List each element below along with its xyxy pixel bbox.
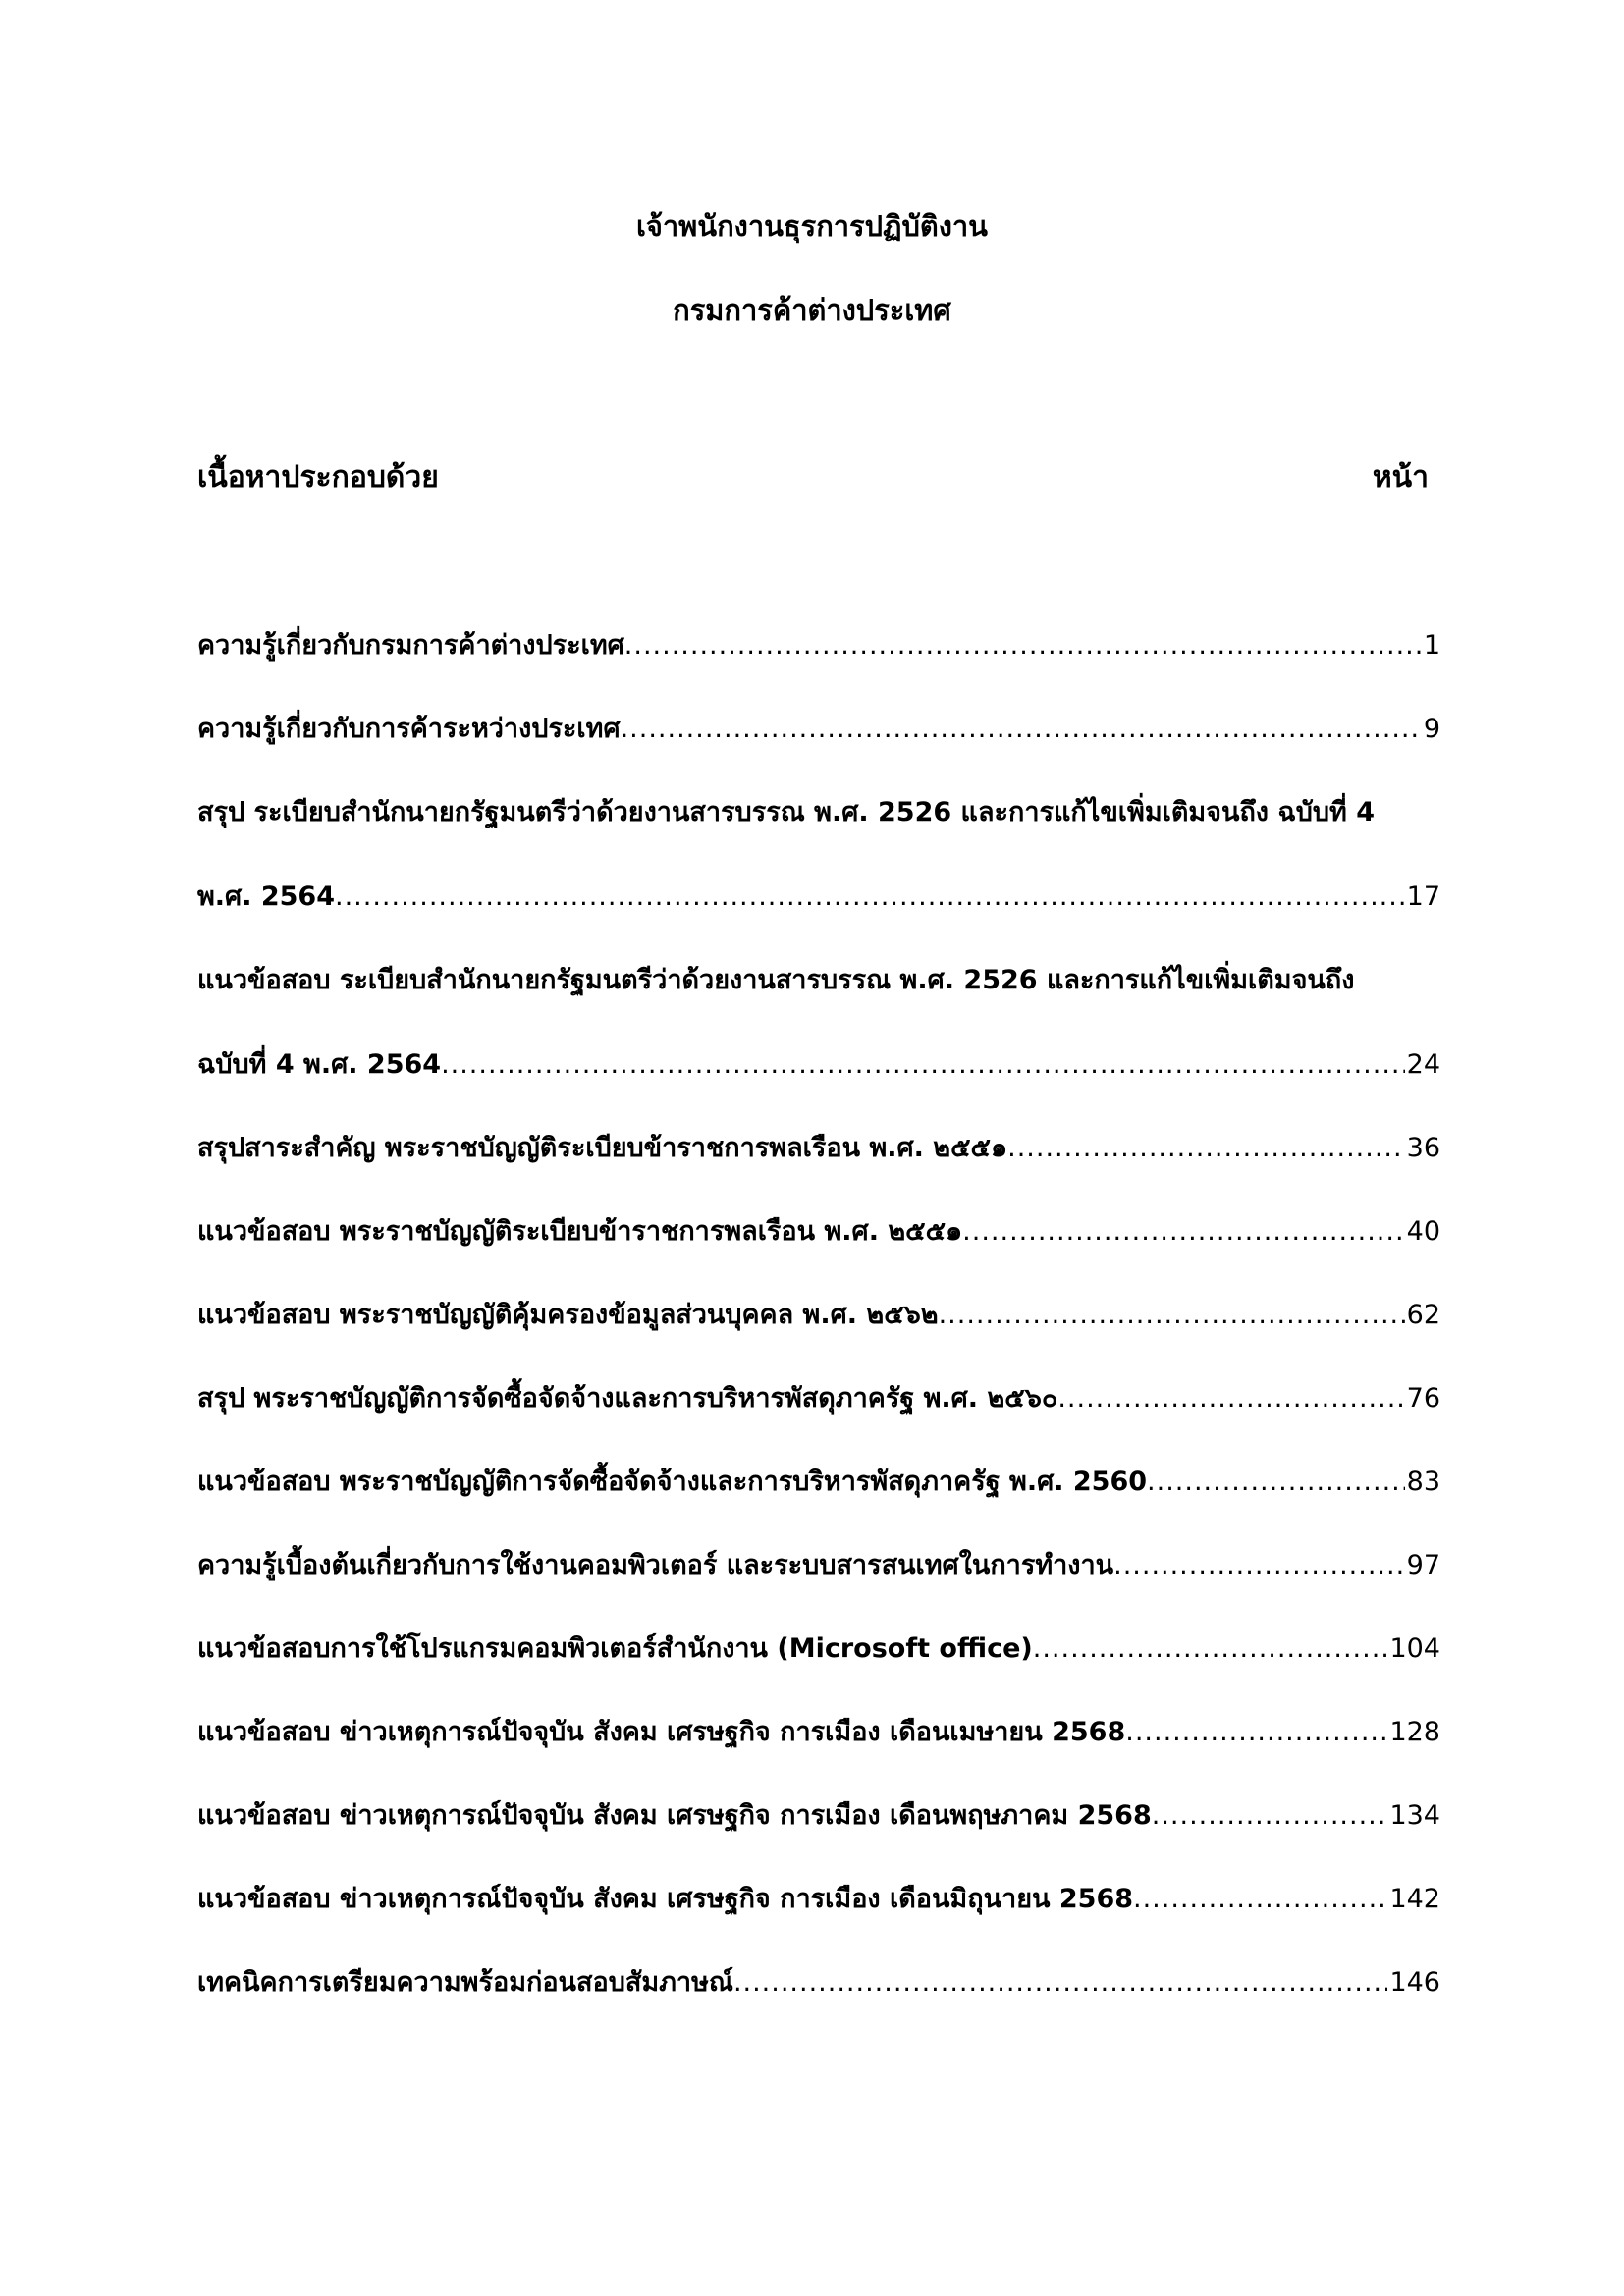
dot-leader — [1125, 1711, 1387, 1754]
toc-entry — [197, 791, 1440, 919]
toc-entry — [197, 1628, 1440, 1671]
toc-entry-label: ความรู้เบื้องต้นเกี่ยวกับการใช้งานคอมพิวเตอร์ และระบบสารสนเทศในการทำงาน — [197, 1550, 1114, 1580]
toc-entry-label-line1: สรุป ระเบียบสำนักนายกรัฐมนตรีว่าด้วยงานสารบรรณ พ.ศ. 2526 และการแก้ไขเพิ่มเติมจนถึง ฉบับที่ 4 — [197, 797, 1376, 828]
toc-entry — [197, 1210, 1440, 1254]
toc-entry-label: สรุป พระราชบัญญัติการจัดซื้อจัดจ้างและการบริหารพัสดุภาครัฐ พ.ศ. ๒๕๖๐ — [197, 1383, 1058, 1414]
dot-leader — [733, 1961, 1388, 2004]
toc-entry — [197, 1544, 1440, 1587]
toc-entry — [197, 959, 1440, 1087]
toc-entry-label-line2: พ.ศ. 2564 — [197, 881, 335, 912]
toc-entry-page: 62 — [1406, 1300, 1440, 1330]
toc-entry-page: 134 — [1389, 1800, 1440, 1831]
toc-entry-label: แนวข้อสอบ ข่าวเหตุการณ์ปัจจุบัน สังคม เศรษฐกิจ การเมือง เดือนมิถุนายน 2568 — [197, 1884, 1134, 1914]
toc-entry-page: 97 — [1406, 1550, 1440, 1580]
dot-leader — [939, 1294, 1405, 1337]
toc-entry — [197, 624, 1440, 667]
toc-entry — [197, 1878, 1440, 1921]
toc-entry-page: 24 — [1406, 1049, 1440, 1080]
toc-entry-page: 36 — [1406, 1133, 1440, 1163]
toc-entry — [197, 1711, 1440, 1754]
toc-entry-label: แนวข้อสอบ ข่าวเหตุการณ์ปัจจุบัน สังคม เศรษฐกิจ การเมือง เดือนพฤษภาคม 2568 — [197, 1800, 1152, 1831]
dot-leader — [1113, 1544, 1405, 1587]
dot-leader — [1057, 1377, 1404, 1420]
document-subtitle: กรมการค้าต่างประเทศ — [673, 294, 951, 327]
dot-leader — [1007, 1127, 1405, 1170]
dot-leader — [1147, 1461, 1405, 1504]
dot-leader — [441, 1043, 1405, 1087]
toc-entry-page: 1 — [1423, 630, 1440, 661]
dot-leader — [624, 624, 1422, 667]
contents-heading: เนื้อหาประกอบด้วย — [197, 460, 439, 495]
dot-leader — [1033, 1628, 1388, 1671]
toc-entry — [197, 1377, 1440, 1420]
table-of-contents — [197, 624, 1440, 2045]
toc-entry — [197, 1127, 1440, 1170]
document-title: เจ้าพนักงานธุรการปฏิบัติงาน — [635, 209, 989, 242]
toc-entry-page: 146 — [1389, 1967, 1440, 1998]
toc-entry-page: 104 — [1389, 1633, 1440, 1664]
toc-entry-page: 9 — [1423, 714, 1440, 744]
toc-entry — [197, 1461, 1440, 1504]
toc-entry-page: 76 — [1406, 1383, 1440, 1414]
toc-entry-page: 17 — [1406, 881, 1440, 912]
toc-entry-label-line1: แนวข้อสอบ ระเบียบสำนักนายกรัฐมนตรีว่าด้วยงานสารบรรณ พ.ศ. 2526 และการแก้ไขเพิ่มเติมจนถึง — [197, 965, 1355, 995]
toc-entry — [197, 708, 1440, 751]
toc-entry-label: แนวข้อสอบ พระราชบัญญัติการจัดซื้อจัดจ้างและการบริหารพัสดุภาครัฐ พ.ศ. 2560 — [197, 1467, 1148, 1497]
toc-entry-page: 40 — [1406, 1216, 1440, 1247]
toc-entry-page: 142 — [1389, 1884, 1440, 1914]
toc-entry-label: สรุปสาระสำคัญ พระราชบัญญัติระเบียบข้าราชการพลเรือน พ.ศ. ๒๕๕๑ — [197, 1133, 1008, 1163]
dot-leader — [962, 1210, 1404, 1254]
dot-leader — [621, 708, 1422, 751]
toc-entry-label: แนวข้อสอบ พระราชบัญญัติระเบียบข้าราชการพลเรือน พ.ศ. ๒๕๕๑ — [197, 1216, 963, 1247]
toc-entry — [197, 1961, 1440, 2004]
toc-entry-label: แนวข้อสอบการใช้โปรแกรมคอมพิวเตอร์สำนักงาน (Microsoft office) — [197, 1633, 1033, 1664]
toc-entry-label: แนวข้อสอบ พระราชบัญญัติคุ้มครองข้อมูลส่วนบุคคล พ.ศ. ๒๕๖๒ — [197, 1300, 939, 1330]
toc-header — [197, 456, 1429, 500]
dot-leader — [1133, 1878, 1387, 1921]
dot-leader — [335, 876, 1405, 919]
toc-entry-label: แนวข้อสอบ ข่าวเหตุการณ์ปัจจุบัน สังคม เศรษฐกิจ การเมือง เดือนเมษายน 2568 — [197, 1717, 1126, 1747]
toc-entry — [197, 1294, 1440, 1337]
toc-entry-label: ความรู้เกี่ยวกับการค้าระหว่างประเทศ — [197, 714, 621, 744]
toc-entry-page: 83 — [1406, 1467, 1440, 1497]
toc-entry-label: ความรู้เกี่ยวกับกรมการค้าต่างประเทศ — [197, 630, 624, 661]
toc-entry — [197, 1794, 1440, 1838]
page-column-heading: หน้า — [1372, 460, 1429, 495]
toc-entry-label: เทคนิคการเตรียมความพร้อมก่อนสอบสัมภาษณ์ — [197, 1967, 733, 1998]
toc-entry-label-line2: ฉบับที่ 4 พ.ศ. 2564 — [197, 1049, 442, 1080]
dot-leader — [1152, 1794, 1388, 1838]
toc-entry-page: 128 — [1389, 1717, 1440, 1747]
